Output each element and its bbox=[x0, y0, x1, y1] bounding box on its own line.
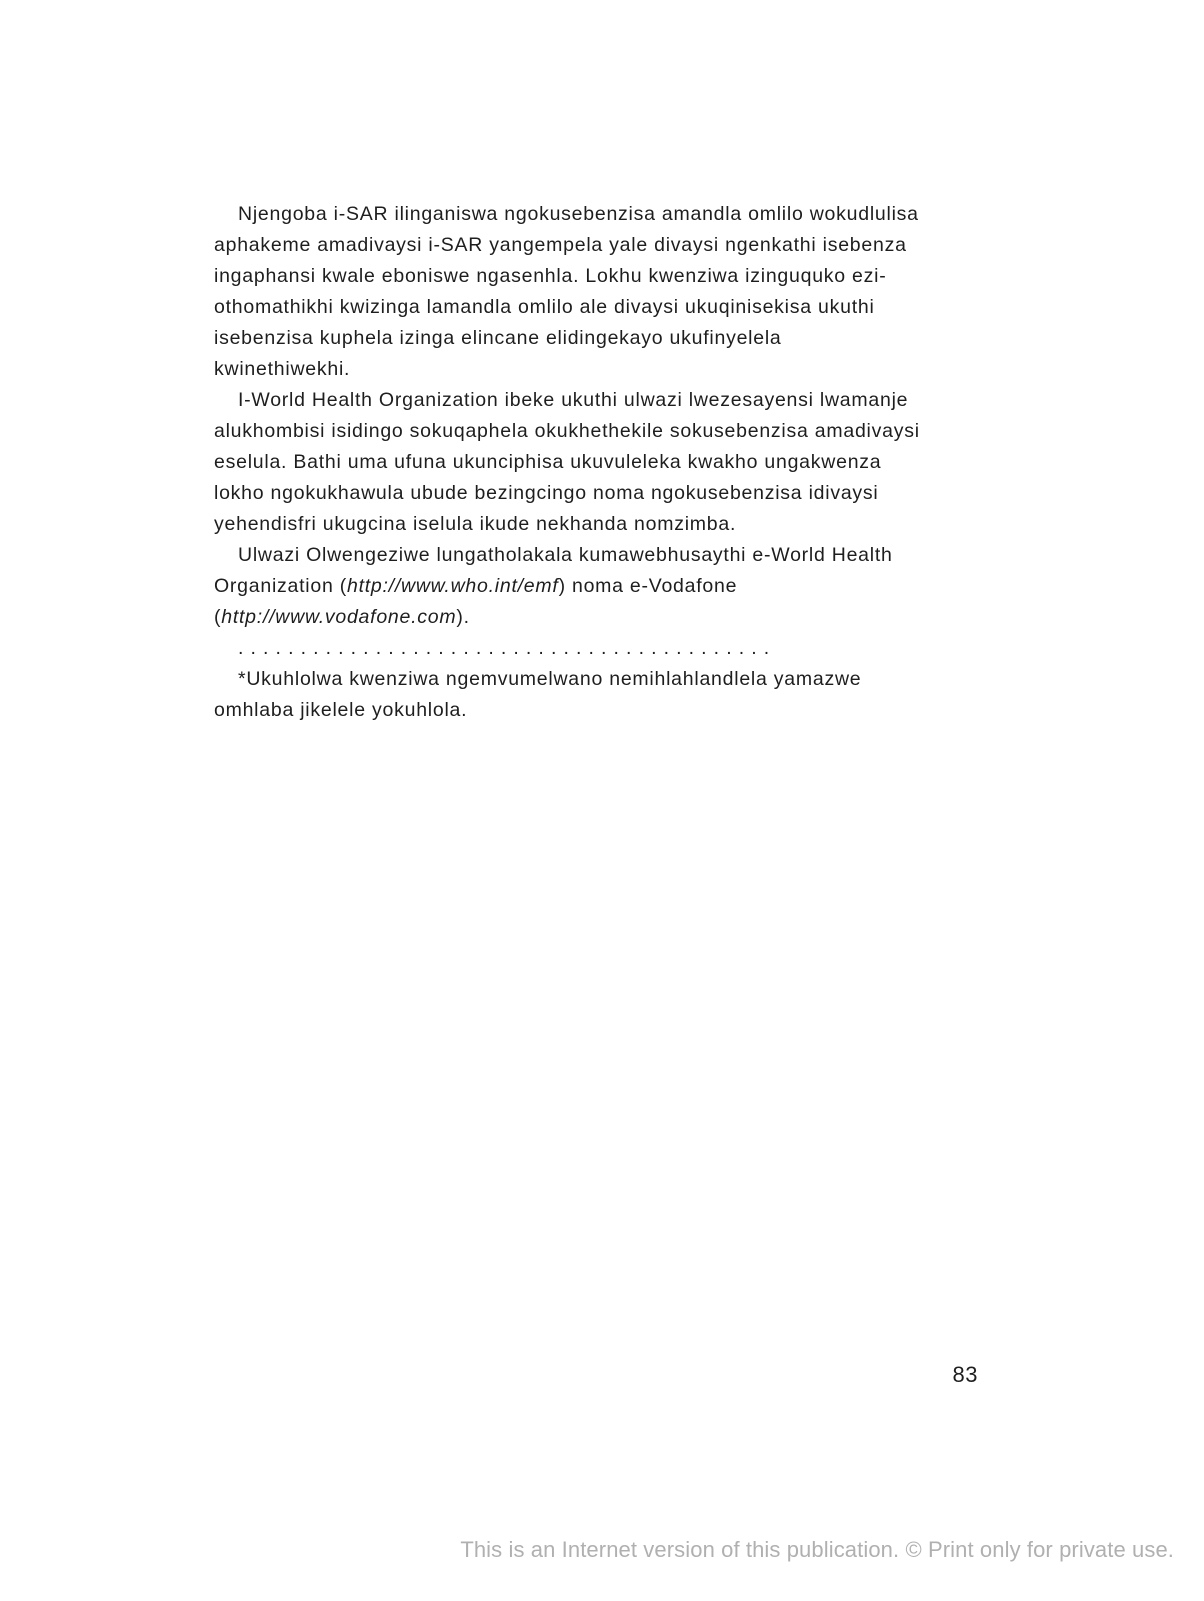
text-line: alukhombisi isidingo sokuqaphela okukhethekile sokusebenzisa amadivaysi bbox=[214, 420, 920, 442]
text-line: lokho ngokukhawula ubude bezingcingo noma ngokusebenzisa idivaysi bbox=[214, 482, 879, 504]
text-line bbox=[214, 571, 990, 602]
text-line: Ulwazi Olwengeziwe lungatholakala kumawebhusaythi e-World Health bbox=[238, 544, 893, 566]
text-line: yehendisfri ukugcina iselula ikude nekhanda nomzimba. bbox=[214, 513, 737, 535]
vodafone-url-link[interactable]: http://www.vodafone.com bbox=[221, 606, 457, 628]
body-text bbox=[214, 199, 990, 726]
paragraph-more-info bbox=[214, 540, 990, 633]
text-fragment: ( bbox=[214, 606, 222, 628]
text-line: Njengoba i-SAR ilinganiswa ngokusebenzisa amandla omlilo wokudlulisa bbox=[238, 203, 919, 225]
footnote bbox=[214, 664, 990, 726]
text-line: aphakeme amadivaysi i-SAR yangempela yale divaysi ngenkathi isebenza bbox=[214, 234, 907, 256]
text-line: isebenzisa kuphela izinga elincane elidingekayo ukufinyelela bbox=[214, 327, 782, 349]
text-fragment: ). bbox=[456, 606, 470, 628]
separator-paragraph bbox=[214, 633, 990, 664]
text-line: *Ukuhlolwa kwenziwa ngemvumelwano nemihlahlandlela yamazwe bbox=[238, 668, 862, 690]
dotted-separator: ........................................... bbox=[238, 637, 777, 659]
text-line: othomathikhi kwizinga lamandla omlilo ale divaysi ukuqinisekisa ukuthi bbox=[214, 296, 875, 318]
text-line: kwinethiwekhi. bbox=[214, 358, 351, 380]
text-line bbox=[214, 602, 990, 633]
page-number: 83 bbox=[952, 1362, 978, 1387]
text-line: eselula. Bathi uma ufuna ukunciphisa ukuvuleleka kwakho ungakwenza bbox=[214, 451, 882, 473]
text-fragment: ) noma e-Vodafone bbox=[558, 575, 738, 597]
footer-notice: This is an Internet version of this publication. © Print only for private use. bbox=[460, 1537, 1174, 1562]
who-url-link[interactable]: http://www.who.int/emf bbox=[346, 575, 559, 597]
text-fragment: Organization ( bbox=[214, 575, 347, 597]
text-line: omhlaba jikelele yokuhlola. bbox=[214, 699, 468, 721]
text-line: ingaphansi kwale eboniswe ngasenhla. Lokhu kwenziwa izinguquko ezi- bbox=[214, 265, 887, 287]
text-line: I-World Health Organization ibeke ukuthi ulwazi lwezesayensi lwamanje bbox=[238, 389, 909, 411]
paragraph-who-guidance bbox=[214, 385, 990, 540]
paragraph-sar-measurement bbox=[214, 199, 990, 385]
